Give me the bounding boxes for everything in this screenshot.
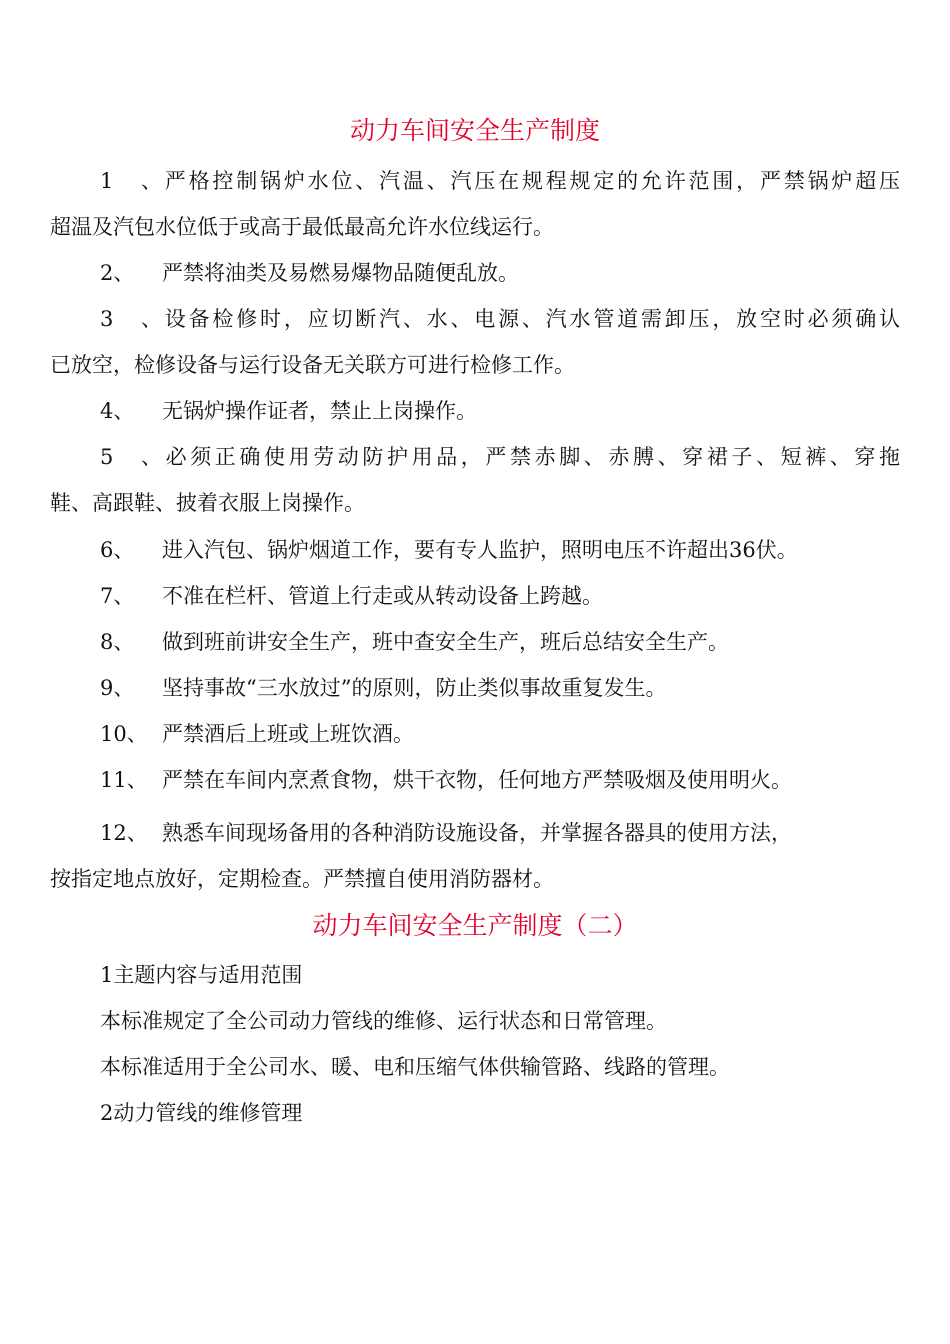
- rule-number: 1、: [100, 169, 162, 193]
- rule-item-8: [50, 619, 900, 665]
- section-heading-1: 1主题内容与适用范围: [100, 963, 303, 987]
- section-paragraph: 本标准适用于全公司水、暖、电和压缩气体供输管路、线路的管理。: [100, 1055, 730, 1079]
- rule-number: 9、: [100, 676, 135, 700]
- rule-text: 做到班前讲安全生产，班中查安全生产，班后总结安全生产。: [162, 630, 729, 654]
- rule-text: 设备检修时，应切断汽、水、电源、汽水管道需卸压，放空时必须确认: [162, 307, 900, 331]
- rule-text: 坚持事故“三水放过”的原则，防止类似事故重复发生。: [162, 676, 667, 700]
- rule-number: 4、: [100, 399, 135, 423]
- rule-item-5: [50, 434, 900, 526]
- rule-text: 严禁酒后上班或上班饮酒。: [162, 722, 414, 746]
- rule-item-3: [50, 296, 900, 388]
- rule-number: 6、: [100, 538, 135, 562]
- rule-text: 无锅炉操作证者，禁止上岗操作。: [162, 399, 477, 423]
- rule-text: 严格控制锅炉水位、汽温、汽压在规程规定的允许范围，严禁锅炉超压: [162, 169, 900, 193]
- rule-item-1: [50, 158, 900, 250]
- rule-number: 10、: [100, 722, 148, 746]
- rule-number: 12、: [100, 821, 148, 845]
- rule-text: 严禁将油类及易燃易爆物品随便乱放。: [162, 261, 519, 285]
- rule-item-9: [50, 665, 900, 711]
- document-title: 动力车间安全生产制度: [349, 116, 600, 145]
- rule-number: 8、: [100, 630, 135, 654]
- document-subtitle: 动力车间安全生产制度（二）: [312, 911, 638, 940]
- rule-item-4: [50, 388, 900, 434]
- section-paragraph: 本标准规定了全公司动力管线的维修、运行状态和日常管理。: [100, 1009, 667, 1033]
- rule-item-10: [50, 711, 900, 757]
- rule-text: 进入汽包、锅炉烟道工作，要有专人监护，照明电压不许超出36伏。: [162, 538, 798, 562]
- rule-item-11: [50, 757, 900, 803]
- rule-text-continued: 超温及汽包水位低于或高于最低最高允许水位线运行。: [50, 215, 554, 239]
- rule-item-7: [50, 573, 900, 619]
- rule-text: 不准在栏杆、管道上行走或从转动设备上跨越。: [162, 584, 603, 608]
- rule-number: 11、: [100, 768, 148, 792]
- rule-number: 7、: [100, 584, 135, 608]
- section-heading-2: 2动力管线的维修管理: [100, 1101, 303, 1125]
- rule-item-2: [50, 250, 900, 296]
- rule-text: 严禁在车间内烹煮食物，烘干衣物，任何地方严禁吸烟及使用明火。: [162, 768, 792, 792]
- rule-text: 必须正确使用劳动防护用品，严禁赤脚、赤膊、穿裙子、短裤、穿拖: [162, 445, 900, 469]
- rule-item-12: [50, 810, 900, 902]
- rule-number: 5、: [100, 445, 162, 469]
- rule-item-6: [50, 527, 900, 573]
- rule-text-continued: 按指定地点放好，定期检查。严禁擅自使用消防器材。: [50, 867, 554, 891]
- rule-text: 熟悉车间现场备用的各种消防设施设备，并掌握各器具的使用方法，: [162, 821, 792, 845]
- rule-number: 2、: [100, 261, 135, 285]
- rule-number: 3、: [100, 307, 162, 331]
- rule-text-continued: 鞋、高跟鞋、披着衣服上岗操作。: [50, 491, 365, 515]
- rule-text-continued: 已放空，检修设备与运行设备无关联方可进行检修工作。: [50, 353, 575, 377]
